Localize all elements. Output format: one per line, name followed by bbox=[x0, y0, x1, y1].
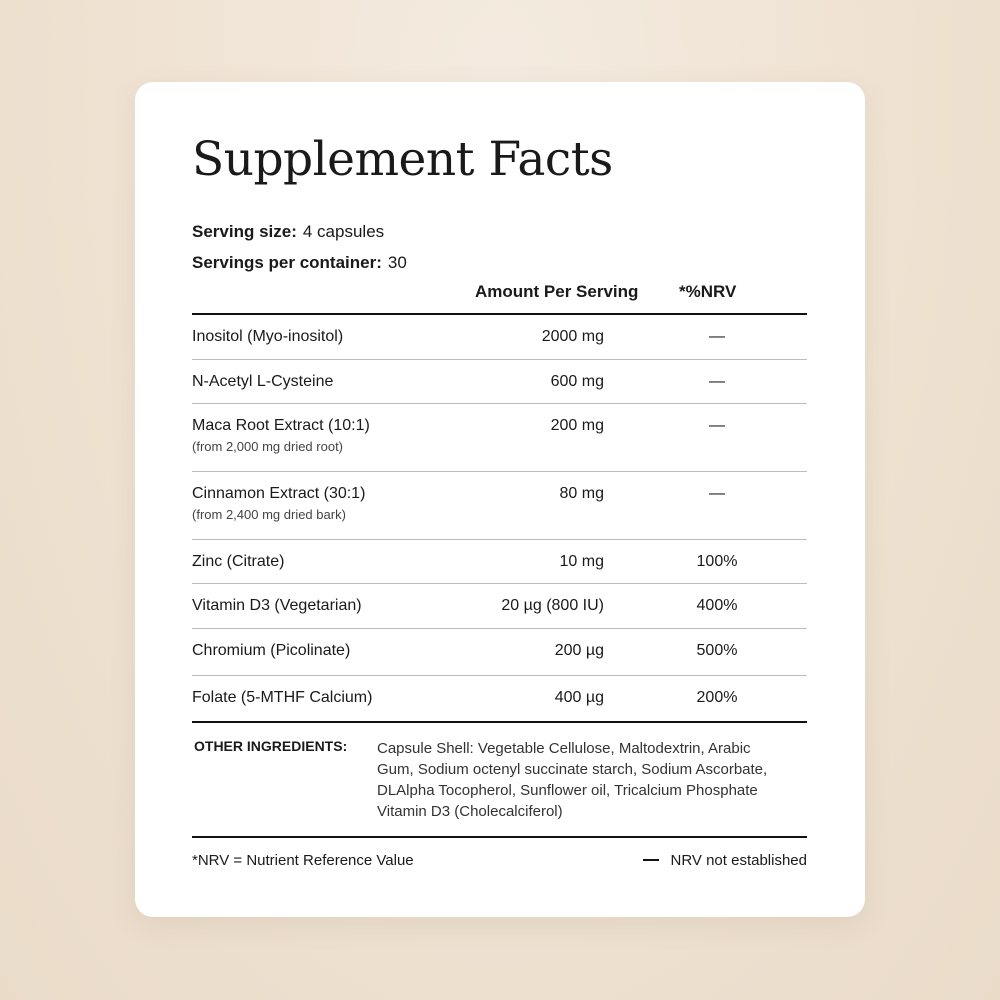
other-ingredients-text: Capsule Shell: Vegetable Cellulose, Maltodextrin, Arabic Gum, Sodium octenyl succinate starch, Sodium Ascorbate, DLAlpha Tocopherol, Sunflower oil, Tricalcium Phosphate Vitamin D3 (Cholecalciferol) bbox=[377, 740, 768, 820]
ingredient-nrv: 100% bbox=[696, 553, 738, 570]
column-header-amount: Amount Per Serving bbox=[475, 282, 639, 301]
ingredient-amount: 10 mg bbox=[559, 553, 604, 570]
ingredient-source-note: (from 2,400 mg dried bark) bbox=[192, 507, 346, 522]
ingredient-nrv: — bbox=[709, 485, 725, 502]
ingredient-nrv: — bbox=[709, 328, 725, 345]
ingredient-name: Cinnamon Extract (30:1) bbox=[192, 485, 366, 502]
row-divider bbox=[192, 583, 807, 584]
ingredient-amount: 20 µg (800 IU) bbox=[501, 597, 604, 614]
ingredient-name: Folate (5-MTHF Calcium) bbox=[192, 689, 373, 706]
ingredient-name: Inositol (Myo-inositol) bbox=[192, 328, 344, 345]
row-divider bbox=[192, 403, 807, 404]
ingredient-nrv: 400% bbox=[696, 597, 738, 614]
row-divider bbox=[192, 628, 807, 629]
ingredient-amount: 400 µg bbox=[554, 689, 604, 706]
row-divider bbox=[192, 359, 807, 360]
other-ingredients-label: OTHER INGREDIENTS: bbox=[194, 738, 348, 754]
row-divider bbox=[192, 539, 807, 540]
footer-divider bbox=[192, 836, 807, 838]
ingredient-nrv: — bbox=[709, 417, 725, 434]
ingredient-amount: 200 µg bbox=[554, 642, 604, 659]
supplement-facts-card bbox=[135, 82, 865, 917]
dash-icon bbox=[643, 859, 659, 861]
ingredient-amount: 2000 mg bbox=[541, 328, 604, 345]
serving-size bbox=[192, 222, 384, 242]
ingredient-amount: 200 mg bbox=[550, 417, 604, 434]
nrv-legend bbox=[643, 852, 807, 869]
ingredient-name: Maca Root Extract (10:1) bbox=[192, 417, 370, 434]
servings-per-container-label: Servings per container: bbox=[192, 253, 382, 272]
ingredient-name: Zinc (Citrate) bbox=[192, 553, 285, 570]
ingredient-name: N-Acetyl L-Cysteine bbox=[192, 373, 334, 390]
row-divider bbox=[192, 471, 807, 472]
serving-size-label: Serving size: bbox=[192, 222, 297, 241]
servings-per-container bbox=[192, 253, 407, 273]
table-bottom-divider bbox=[192, 721, 807, 723]
serving-size-value: 4 capsules bbox=[302, 222, 385, 241]
ingredient-nrv: 500% bbox=[696, 642, 738, 659]
row-divider bbox=[192, 675, 807, 676]
header-divider bbox=[192, 313, 807, 315]
ingredient-name: Chromium (Picolinate) bbox=[192, 642, 351, 659]
panel-title: Supplement Facts bbox=[192, 132, 613, 187]
column-header-nrv: *%NRV bbox=[679, 282, 737, 301]
servings-per-container-value: 30 bbox=[387, 253, 407, 272]
ingredient-amount: 600 mg bbox=[550, 373, 604, 390]
ingredient-name: Vitamin D3 (Vegetarian) bbox=[192, 597, 362, 614]
nrv-legend-text: NRV not established bbox=[670, 852, 807, 869]
ingredient-amount: 80 mg bbox=[559, 485, 604, 502]
ingredient-nrv: 200% bbox=[696, 689, 738, 706]
nrv-definition: *NRV = Nutrient Reference Value bbox=[192, 852, 414, 869]
ingredient-nrv: — bbox=[709, 373, 725, 390]
ingredient-source-note: (from 2,000 mg dried root) bbox=[192, 439, 344, 454]
